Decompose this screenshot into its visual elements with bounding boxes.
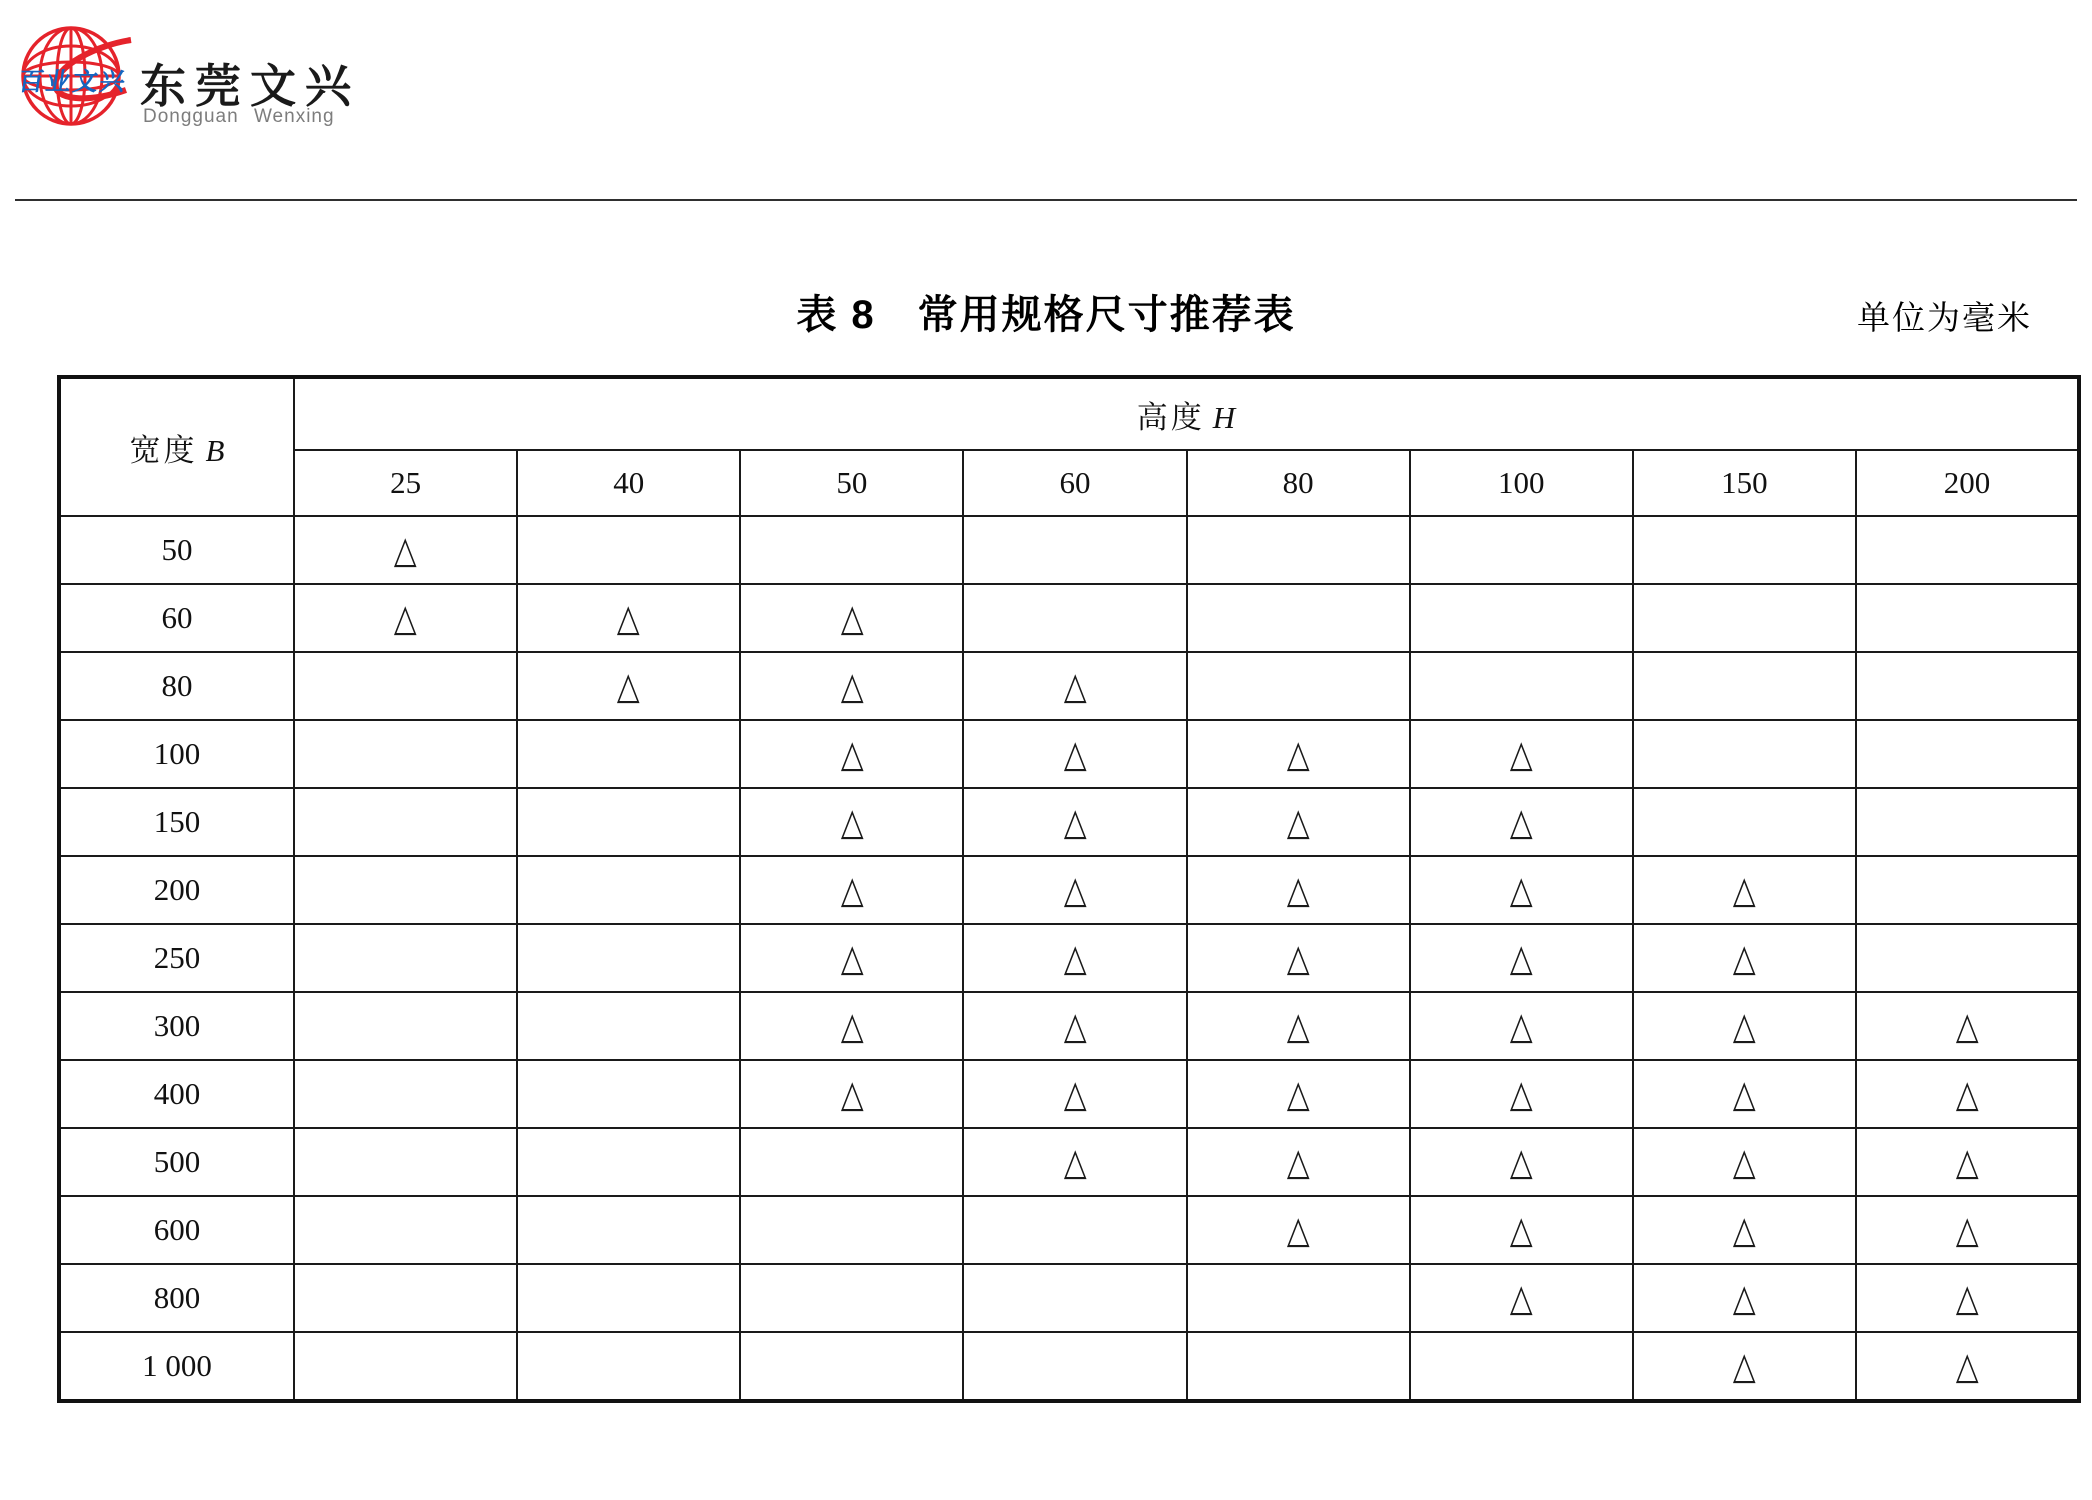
triangle-marker-icon: △ <box>1732 867 1756 911</box>
triangle-marker-icon: △ <box>1955 1139 1979 1183</box>
table-row <box>59 1060 2079 1128</box>
triangle-marker-icon: △ <box>1509 1003 1533 1047</box>
mark-cell <box>1633 1332 1856 1401</box>
empty-cell <box>1410 652 1633 720</box>
mark-cell <box>294 584 517 652</box>
mark-cell <box>1187 924 1410 992</box>
row-width-label: 500 <box>59 1128 294 1196</box>
triangle-marker-icon: △ <box>1063 935 1087 979</box>
triangle-marker-icon: △ <box>1732 1139 1756 1183</box>
mark-cell <box>1187 992 1410 1060</box>
empty-cell <box>517 1332 740 1401</box>
header-divider <box>15 199 2077 201</box>
empty-cell <box>517 720 740 788</box>
table-row <box>59 788 2079 856</box>
triangle-marker-icon: △ <box>617 663 641 707</box>
table-row <box>59 1128 2079 1196</box>
empty-cell <box>1410 1332 1633 1401</box>
empty-cell <box>294 1264 517 1332</box>
empty-cell <box>963 516 1186 584</box>
empty-cell <box>517 788 740 856</box>
triangle-marker-icon: △ <box>1732 935 1756 979</box>
triangle-marker-icon: △ <box>1955 1071 1979 1115</box>
triangle-marker-icon: △ <box>1955 1003 1979 1047</box>
mark-cell <box>963 1128 1186 1196</box>
spec-table-header <box>59 377 2079 516</box>
mark-cell <box>1856 1332 2079 1401</box>
triangle-marker-icon: △ <box>1286 799 1310 843</box>
empty-cell <box>1856 584 2079 652</box>
empty-cell <box>294 720 517 788</box>
triangle-marker-icon: △ <box>1509 799 1533 843</box>
triangle-marker-icon: △ <box>617 595 641 639</box>
triangle-marker-icon: △ <box>1509 1275 1533 1319</box>
empty-cell <box>1856 788 2079 856</box>
mark-cell <box>1633 1128 1856 1196</box>
triangle-marker-icon: △ <box>1955 1275 1979 1319</box>
mark-cell <box>1187 788 1410 856</box>
row-width-label: 150 <box>59 788 294 856</box>
triangle-marker-icon: △ <box>1509 867 1533 911</box>
header-row-values <box>59 450 2079 516</box>
table-row <box>59 1264 2079 1332</box>
empty-cell <box>963 584 1186 652</box>
empty-cell <box>740 516 963 584</box>
triangle-marker-icon: △ <box>840 867 864 911</box>
table-row <box>59 1196 2079 1264</box>
row-width-label: 60 <box>59 584 294 652</box>
row-width-label: 100 <box>59 720 294 788</box>
row-width-label: 50 <box>59 516 294 584</box>
mark-cell <box>740 720 963 788</box>
empty-cell <box>517 1196 740 1264</box>
col-header-100: 100 <box>1410 450 1633 516</box>
empty-cell <box>1187 516 1410 584</box>
empty-cell <box>963 1332 1186 1401</box>
triangle-marker-icon: △ <box>1063 1003 1087 1047</box>
triangle-marker-icon: △ <box>1286 1207 1310 1251</box>
triangle-marker-icon: △ <box>1286 731 1310 775</box>
globe-overlay-text: 百业文兴 <box>16 68 129 96</box>
empty-cell <box>1856 516 2079 584</box>
empty-cell <box>1187 652 1410 720</box>
triangle-marker-icon: △ <box>1063 1071 1087 1115</box>
mark-cell <box>1187 720 1410 788</box>
empty-cell <box>1633 584 1856 652</box>
empty-cell <box>1410 584 1633 652</box>
corner-header-var: B <box>205 432 225 468</box>
empty-cell <box>517 924 740 992</box>
empty-cell <box>1856 652 2079 720</box>
triangle-marker-icon: △ <box>1732 1071 1756 1115</box>
empty-cell <box>740 1128 963 1196</box>
empty-cell <box>1187 1332 1410 1401</box>
company-name-cn: 东莞文兴 <box>140 60 360 112</box>
mark-cell <box>1856 1196 2079 1264</box>
mark-cell <box>1633 1264 1856 1332</box>
mark-cell <box>740 584 963 652</box>
triangle-marker-icon: △ <box>394 595 417 639</box>
row-width-label: 1 000 <box>59 1332 294 1401</box>
empty-cell <box>294 1196 517 1264</box>
triangle-marker-icon: △ <box>1286 1071 1310 1115</box>
empty-cell <box>517 516 740 584</box>
empty-cell <box>740 1196 963 1264</box>
triangle-marker-icon: △ <box>1732 1003 1756 1047</box>
mark-cell <box>294 516 517 584</box>
company-name-en: Dongguan Wenxing <box>143 106 335 127</box>
row-width-label: 400 <box>59 1060 294 1128</box>
mark-cell <box>1410 924 1633 992</box>
col-header-150: 150 <box>1633 450 1856 516</box>
empty-cell <box>1633 652 1856 720</box>
mark-cell <box>740 788 963 856</box>
table-body <box>59 516 2079 1401</box>
table-row <box>59 924 2079 992</box>
table-row <box>59 720 2079 788</box>
empty-cell <box>1856 720 2079 788</box>
corner-header-width-b <box>59 377 294 516</box>
mark-cell <box>1410 992 1633 1060</box>
row-width-label: 250 <box>59 924 294 992</box>
col-header-50: 50 <box>740 450 963 516</box>
triangle-marker-icon: △ <box>1286 935 1310 979</box>
company-logo <box>8 10 360 130</box>
triangle-marker-icon: △ <box>840 663 864 707</box>
mark-cell <box>1633 924 1856 992</box>
mark-cell <box>1856 1128 2079 1196</box>
mark-cell <box>740 1060 963 1128</box>
mark-cell <box>1856 1264 2079 1332</box>
mark-cell <box>1633 1196 1856 1264</box>
span-header-height-h <box>294 377 2079 450</box>
triangle-marker-icon: △ <box>1732 1343 1756 1387</box>
row-width-label: 80 <box>59 652 294 720</box>
triangle-marker-icon: △ <box>840 595 864 639</box>
mark-cell <box>1410 1196 1633 1264</box>
mark-cell <box>740 992 963 1060</box>
mark-cell <box>1187 1128 1410 1196</box>
triangle-marker-icon: △ <box>1286 1003 1310 1047</box>
mark-cell <box>1410 1060 1633 1128</box>
triangle-marker-icon: △ <box>1286 1139 1310 1183</box>
mark-cell <box>1410 1128 1633 1196</box>
triangle-marker-icon: △ <box>1732 1207 1756 1251</box>
mark-cell <box>963 992 1186 1060</box>
mark-cell <box>963 652 1186 720</box>
empty-cell <box>1410 516 1633 584</box>
mark-cell <box>1410 1264 1633 1332</box>
row-width-label: 300 <box>59 992 294 1060</box>
triangle-marker-icon: △ <box>1955 1207 1979 1251</box>
col-header-60: 60 <box>963 450 1186 516</box>
mark-cell <box>517 652 740 720</box>
empty-cell <box>294 1332 517 1401</box>
table-row <box>59 992 2079 1060</box>
mark-cell <box>740 924 963 992</box>
mark-cell <box>1633 1060 1856 1128</box>
empty-cell <box>1633 516 1856 584</box>
mark-cell <box>1856 992 2079 1060</box>
header-row-span <box>59 377 2079 450</box>
triangle-marker-icon: △ <box>1509 731 1533 775</box>
table-row <box>59 584 2079 652</box>
empty-cell <box>294 924 517 992</box>
mark-cell <box>1633 856 1856 924</box>
table-row <box>59 856 2079 924</box>
empty-cell <box>1856 856 2079 924</box>
row-width-label: 600 <box>59 1196 294 1264</box>
empty-cell <box>294 652 517 720</box>
empty-cell <box>294 1128 517 1196</box>
spec-table <box>57 375 2081 1403</box>
col-header-200: 200 <box>1856 450 2079 516</box>
empty-cell <box>517 992 740 1060</box>
triangle-marker-icon: △ <box>840 935 864 979</box>
empty-cell <box>1187 1264 1410 1332</box>
triangle-marker-icon: △ <box>1955 1343 1979 1387</box>
mark-cell <box>1187 1060 1410 1128</box>
empty-cell <box>517 856 740 924</box>
unit-note: 单位为毫米 <box>1857 301 2032 337</box>
mark-cell <box>1410 788 1633 856</box>
triangle-marker-icon: △ <box>840 799 864 843</box>
empty-cell <box>1187 584 1410 652</box>
triangle-marker-icon: △ <box>1509 1139 1533 1183</box>
col-header-25: 25 <box>294 450 517 516</box>
table-row <box>59 652 2079 720</box>
triangle-marker-icon: △ <box>1732 1275 1756 1319</box>
empty-cell <box>740 1332 963 1401</box>
empty-cell <box>1633 788 1856 856</box>
mark-cell <box>517 584 740 652</box>
mark-cell <box>1410 856 1633 924</box>
col-header-80: 80 <box>1187 450 1410 516</box>
triangle-marker-icon: △ <box>1509 1071 1533 1115</box>
row-width-label: 200 <box>59 856 294 924</box>
mark-cell <box>963 788 1186 856</box>
triangle-marker-icon: △ <box>1063 663 1087 707</box>
mark-cell <box>1856 1060 2079 1128</box>
empty-cell <box>294 856 517 924</box>
empty-cell <box>517 1264 740 1332</box>
mark-cell <box>740 856 963 924</box>
mark-cell <box>963 1060 1186 1128</box>
empty-cell <box>517 1060 740 1128</box>
empty-cell <box>1633 720 1856 788</box>
triangle-marker-icon: △ <box>840 1003 864 1047</box>
span-header-var: H <box>1212 399 1236 435</box>
empty-cell <box>294 788 517 856</box>
triangle-marker-icon: △ <box>394 527 417 571</box>
triangle-marker-icon: △ <box>1063 1139 1087 1183</box>
empty-cell <box>1856 924 2079 992</box>
span-header-cn: 高度 <box>1136 399 1205 435</box>
empty-cell <box>294 1060 517 1128</box>
table-title: 表 8 常用规格尺寸推荐表 <box>796 293 1296 337</box>
empty-cell <box>294 992 517 1060</box>
triangle-marker-icon: △ <box>1286 867 1310 911</box>
triangle-marker-icon: △ <box>840 731 864 775</box>
triangle-marker-icon: △ <box>1063 731 1087 775</box>
mark-cell <box>963 856 1186 924</box>
mark-cell <box>963 924 1186 992</box>
table-row <box>59 1332 2079 1401</box>
mark-cell <box>1410 720 1633 788</box>
triangle-marker-icon: △ <box>840 1071 864 1115</box>
mark-cell <box>1187 856 1410 924</box>
corner-header-cn: 宽度 <box>129 432 198 468</box>
triangle-marker-icon: △ <box>1063 799 1087 843</box>
empty-cell <box>963 1264 1186 1332</box>
col-header-40: 40 <box>517 450 740 516</box>
mark-cell <box>740 652 963 720</box>
empty-cell <box>740 1264 963 1332</box>
mark-cell <box>1633 992 1856 1060</box>
triangle-marker-icon: △ <box>1509 935 1533 979</box>
empty-cell <box>517 1128 740 1196</box>
mark-cell <box>1187 1196 1410 1264</box>
empty-cell <box>963 1196 1186 1264</box>
table-row <box>59 516 2079 584</box>
row-width-label: 800 <box>59 1264 294 1332</box>
triangle-marker-icon: △ <box>1063 867 1087 911</box>
mark-cell <box>963 720 1186 788</box>
triangle-marker-icon: △ <box>1509 1207 1533 1251</box>
